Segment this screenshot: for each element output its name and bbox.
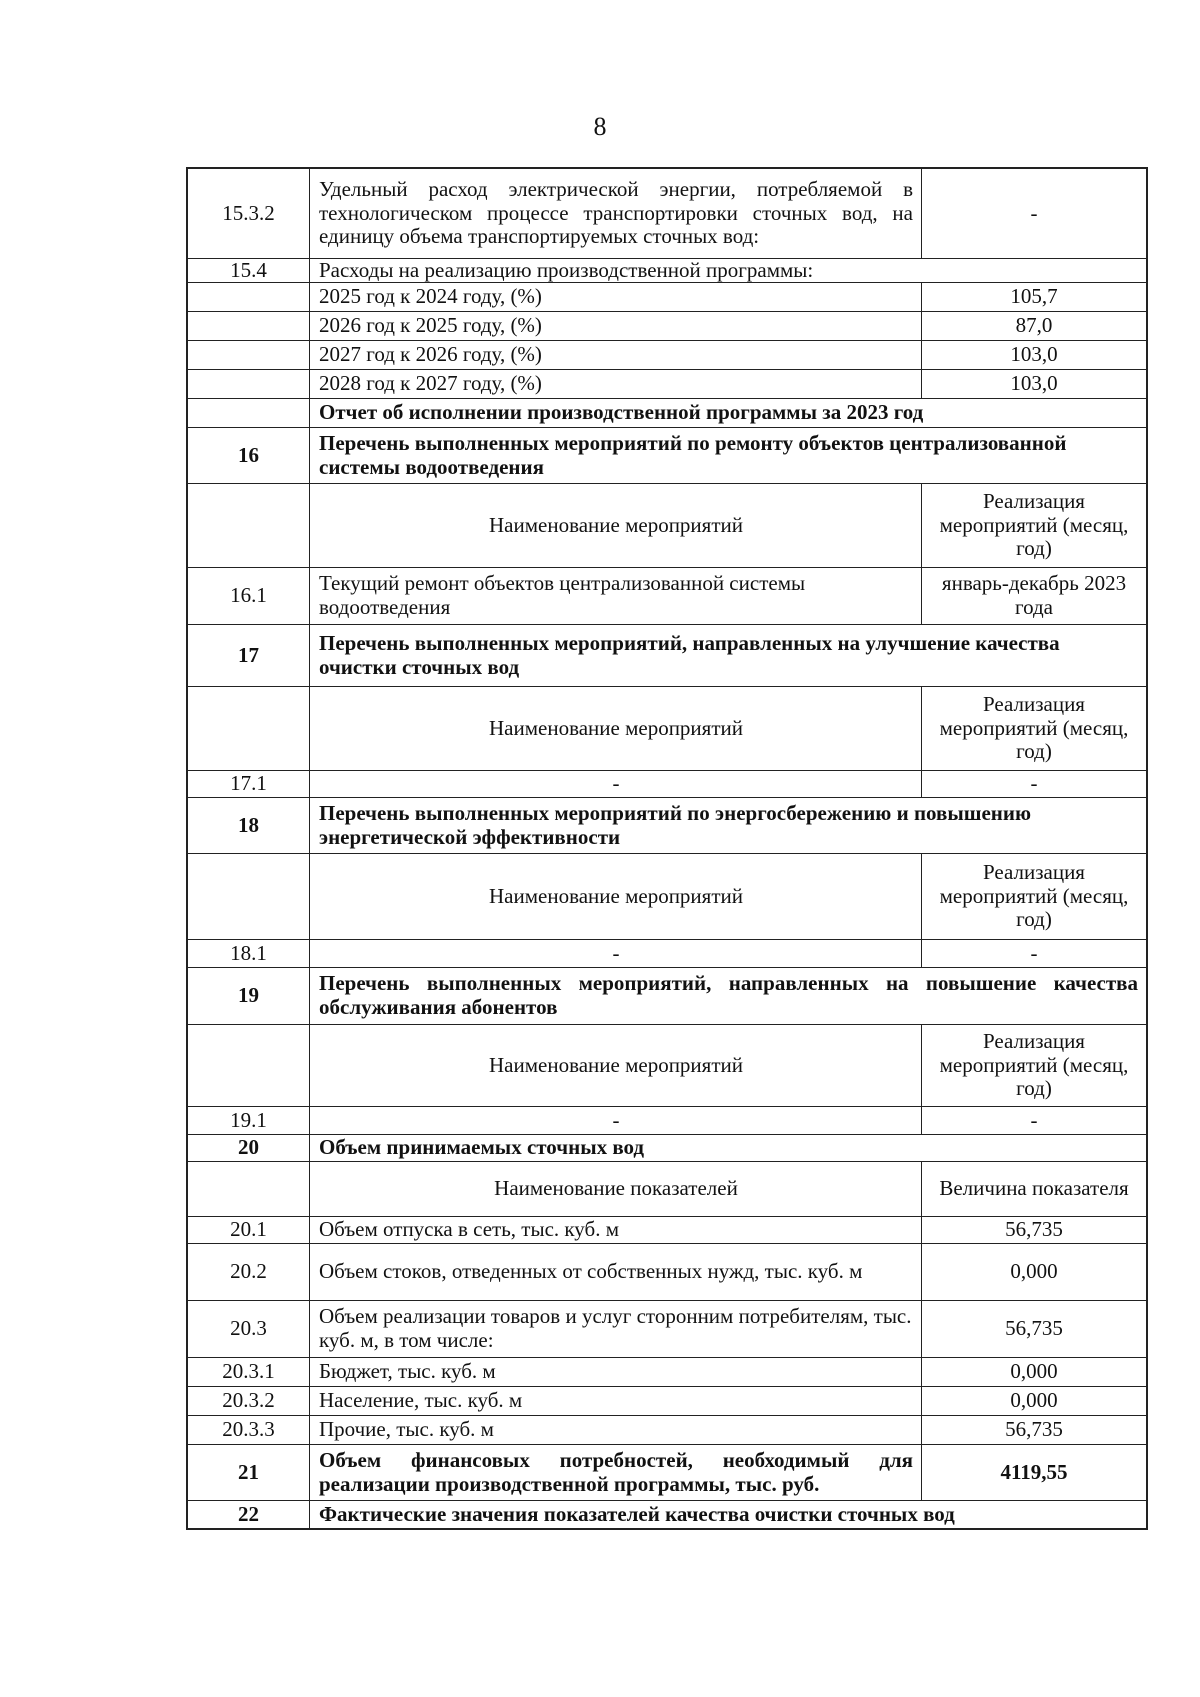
- row-value: -: [921, 940, 1146, 967]
- row-value: 105,7: [921, 283, 1146, 311]
- column-header-value: Реализация мероприятий (месяц, год): [921, 1025, 1146, 1106]
- row-number: [188, 484, 310, 567]
- row-number: 17.1: [188, 771, 310, 797]
- section-number: 17: [188, 625, 310, 686]
- table-row: [188, 1244, 1146, 1301]
- row-number: 15.3.2: [188, 169, 310, 258]
- row-name: 2028 год к 2027 году, (%): [319, 371, 542, 396]
- row-value: 0,000: [921, 1358, 1146, 1386]
- table-row: [188, 854, 1146, 940]
- section-title: Объем финансовых потребностей, необходимый для реализации производственной программы, тыс. руб.: [319, 1447, 913, 1496]
- row-value: 56,735: [921, 1301, 1146, 1357]
- row-name: Объем стоков, отведенных от собственных нужд, тыс. куб. м: [319, 1259, 863, 1284]
- row-name: Прочие, тыс. куб. м: [319, 1417, 494, 1442]
- table-row: [188, 1301, 1146, 1358]
- row-value: 56,735: [921, 1217, 1146, 1243]
- section-title: Перечень выполненных мероприятий по энергосбережению и повышению энергетической эффективности: [319, 800, 1032, 849]
- row-number: [188, 283, 310, 311]
- table-row: [188, 771, 1146, 798]
- row-value: 103,0: [921, 370, 1146, 398]
- row-name: Удельный расход электрической энергии, потребляемой в технологическом процессе транспортировки сточных вод, на единицу объема транспортируемых сточных вод:: [319, 176, 913, 249]
- row-name: Текущий ремонт объектов централизованной системы водоотведения: [319, 571, 806, 619]
- row-number: 20.2: [188, 1244, 310, 1300]
- table-row: [188, 1217, 1146, 1244]
- table-row: [188, 399, 1146, 428]
- column-header-name: Наименование мероприятий: [489, 715, 743, 740]
- row-number: 20.3.2: [188, 1387, 310, 1415]
- table-row: [188, 1387, 1146, 1416]
- section-number: 20: [188, 1135, 310, 1161]
- row-name: Расходы на реализацию производственной программы:: [319, 259, 814, 282]
- row-number: 16.1: [188, 568, 310, 624]
- section-title: Фактические значения показателей качества очистки сточных вод: [319, 1501, 955, 1526]
- table-row: [188, 1162, 1146, 1217]
- row-value: -: [921, 169, 1146, 258]
- row-number: 20.3.3: [188, 1416, 310, 1444]
- table-row: [188, 1107, 1146, 1135]
- column-header-name: Наименование показателей: [494, 1176, 738, 1201]
- column-header-value: Реализация мероприятий (месяц, год): [921, 854, 1146, 939]
- table-row: [188, 1358, 1146, 1387]
- table-row: [188, 568, 1146, 625]
- report-title: Отчет об исполнении производственной программы за 2023 год: [319, 400, 924, 425]
- table-row: [188, 687, 1146, 771]
- section-title: Перечень выполненных мероприятий, направленных на улучшение качества очистки сточных вод: [319, 630, 1060, 679]
- row-name: -: [612, 1107, 620, 1132]
- row-name: Бюджет, тыс. куб. м: [319, 1359, 496, 1384]
- row-number: [188, 370, 310, 398]
- row-value: 103,0: [921, 341, 1146, 369]
- column-header-value: Реализация мероприятий (месяц, год): [921, 484, 1146, 567]
- row-value: январь-декабрь 2023 года: [921, 568, 1146, 624]
- page-number: 8: [593, 112, 607, 141]
- row-number: 20.3: [188, 1301, 310, 1357]
- section-number: 22: [188, 1501, 310, 1528]
- row-number: 20.1: [188, 1217, 310, 1243]
- table-row: [188, 968, 1146, 1025]
- row-name: 2025 год к 2024 году, (%): [319, 284, 542, 309]
- table-row: [188, 484, 1146, 568]
- row-value: 87,0: [921, 312, 1146, 340]
- row-value: 4119,55: [921, 1445, 1146, 1500]
- section-number: 21: [188, 1445, 310, 1500]
- table-row: [188, 312, 1146, 341]
- row-name: 2026 год к 2025 году, (%): [319, 313, 542, 338]
- table-row: [188, 1025, 1146, 1107]
- table-row: [188, 1135, 1146, 1162]
- table-row: [188, 259, 1146, 283]
- table-row: [188, 370, 1146, 399]
- row-number: 20.3.1: [188, 1358, 310, 1386]
- row-number: [188, 687, 310, 770]
- table-row: [188, 1416, 1146, 1445]
- table-row: [188, 625, 1146, 687]
- column-header-name: Наименование мероприятий: [489, 883, 743, 908]
- table-row: [188, 428, 1146, 484]
- row-name: -: [612, 940, 620, 965]
- column-header-value: Величина показателя: [921, 1162, 1146, 1216]
- row-number: [188, 341, 310, 369]
- section-number: 18: [188, 798, 310, 853]
- section-title: Объем принимаемых сточных вод: [319, 1135, 645, 1160]
- section-number: 16: [188, 428, 310, 483]
- row-value: -: [921, 771, 1146, 797]
- section-number: 19: [188, 968, 310, 1024]
- table-row: [188, 341, 1146, 370]
- production-program-table: [186, 167, 1148, 1530]
- row-number: [188, 1025, 310, 1106]
- table-row: [188, 798, 1146, 854]
- row-name: Объем реализации товаров и услуг сторонним потребителям, тыс. куб. м, в том числе:: [319, 1304, 912, 1352]
- section-title: Перечень выполненных мероприятий по ремонту объектов централизованной системы водоотведения: [319, 430, 1067, 479]
- table-row: [188, 1445, 1146, 1501]
- row-number: [188, 854, 310, 939]
- column-header-name: Наименование мероприятий: [489, 1052, 743, 1077]
- row-value: 0,000: [921, 1387, 1146, 1415]
- table-row: [188, 1501, 1146, 1528]
- row-number: 15.4: [188, 259, 310, 282]
- row-number: [188, 1162, 310, 1216]
- column-header-value: Реализация мероприятий (месяц, год): [921, 687, 1146, 770]
- column-header-name: Наименование мероприятий: [489, 512, 743, 537]
- row-number: [188, 312, 310, 340]
- row-name: Население, тыс. куб. м: [319, 1388, 523, 1413]
- row-name: 2027 год к 2026 году, (%): [319, 342, 542, 367]
- table-row: [188, 283, 1146, 312]
- row-number: 19.1: [188, 1107, 310, 1134]
- row-value: 56,735: [921, 1416, 1146, 1444]
- table-row: [188, 169, 1146, 259]
- row-number: 18.1: [188, 940, 310, 967]
- section-title: Перечень выполненных мероприятий, направленных на повышение качества обслуживания абонентов: [319, 971, 1138, 1019]
- row-number: [188, 399, 310, 427]
- row-name: -: [612, 771, 620, 796]
- row-value: -: [921, 1107, 1146, 1134]
- row-value: 0,000: [921, 1244, 1146, 1300]
- table-row: [188, 940, 1146, 968]
- row-name: Объем отпуска в сеть, тыс. куб. м: [319, 1217, 619, 1242]
